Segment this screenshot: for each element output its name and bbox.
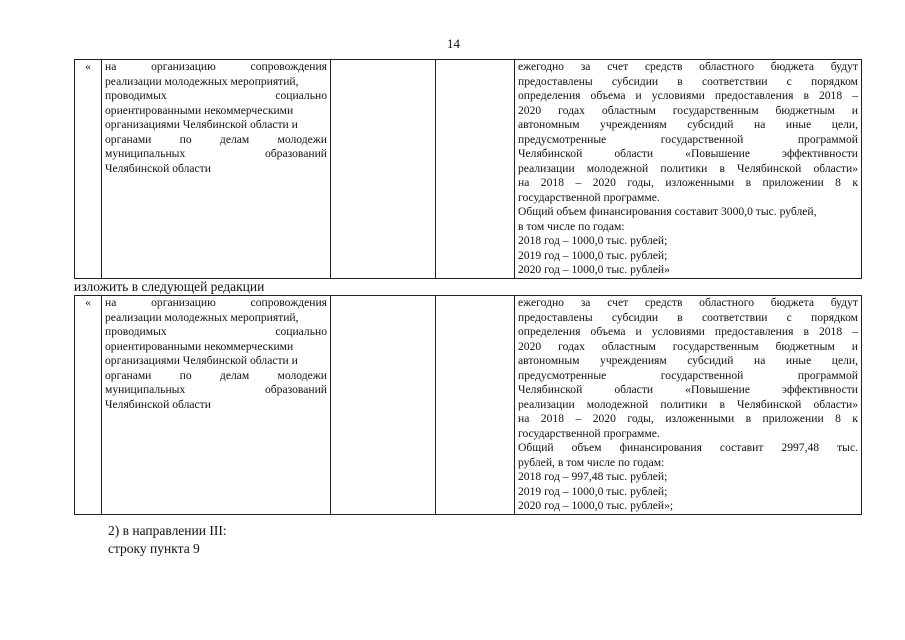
list-item: строку пункта 9 — [108, 541, 200, 556]
quote-mark-cell: « — [75, 296, 102, 515]
text-line: реализации молодежной политики в Челябинской области» — [518, 397, 858, 411]
text-line: организациями Челябинской области и — [105, 354, 298, 367]
text-line: рублей, в том числе по годам: — [518, 455, 665, 469]
text-line: 2020 год – 1000,0 тыс. рублей» — [518, 263, 670, 276]
description-cell — [515, 296, 862, 515]
text-line: в том числе по годам: — [518, 219, 625, 233]
text-line: Челябинской области — [105, 397, 211, 411]
empty-cell — [436, 60, 515, 279]
text-line: государственной программе. — [518, 190, 660, 204]
text-line: Челябинской области «Повышение эффективности — [518, 147, 858, 160]
table-row — [75, 296, 862, 515]
description-cell — [515, 60, 862, 279]
page-number: 14 — [447, 36, 460, 51]
text-line: государственной программе. — [518, 426, 660, 440]
text-line: Челябинской области «Повышение эффективности — [518, 383, 858, 396]
text-line: 2020 годах областным государственным бюджетным и — [518, 339, 858, 353]
table-row — [75, 60, 862, 279]
text-line: ориентированными некоммерческими — [105, 103, 294, 117]
text-line: Челябинской области — [105, 161, 211, 175]
quote-mark-cell: « — [75, 60, 102, 279]
text-line: Общий объем финансирования составит 2997,48 тыс. — [518, 441, 858, 454]
text-line: на 2018 – 2020 годы, изложенными в приложении 8 к — [518, 412, 858, 425]
table-current-wording — [74, 59, 862, 279]
text-line: автономным учреждениям субсидий на иные цели, — [518, 354, 858, 367]
text-line: определения объема и условиями предоставления в 2018 – — [518, 89, 858, 102]
text-line: ориентированными некоммерческими — [105, 339, 294, 353]
text-line: 2019 год – 1000,0 тыс. рублей; — [518, 248, 668, 262]
table-new-wording — [74, 295, 862, 515]
text-line: муниципальных образований — [105, 383, 327, 396]
list-item: 2) в направлении III: — [108, 523, 227, 538]
measure-name-cell — [102, 60, 331, 279]
text-line: реализации молодежных мероприятий, — [105, 74, 299, 88]
text-line: ежегодно за счет средств областного бюджета будут — [518, 60, 858, 73]
text-line: 2020 год – 1000,0 тыс. рублей»; — [518, 499, 674, 512]
text-line: муниципальных образований — [105, 147, 327, 160]
empty-cell — [331, 296, 436, 515]
text-line: организациями Челябинской области и — [105, 118, 298, 131]
text-line: предусмотренные государственной программой — [518, 132, 858, 146]
empty-cell — [436, 296, 515, 515]
text-line: предоставлены субсидии в соответствии с порядком — [518, 74, 858, 88]
text-line: органами по делам молодежи — [105, 132, 327, 146]
text-line: 2019 год – 1000,0 тыс. рублей; — [518, 484, 668, 498]
text-line: на организацию сопровождения — [105, 296, 327, 309]
text-line: автономным учреждениям субсидий на иные цели, — [518, 118, 858, 131]
text-line: ежегодно за счет средств областного бюджета будут — [518, 296, 858, 309]
text-line: 2018 год – 1000,0 тыс. рублей; — [518, 234, 668, 247]
text-line: на организацию сопровождения — [105, 60, 327, 73]
instruction-phrase: изложить в следующей редакции — [74, 279, 265, 294]
text-line: органами по делам молодежи — [105, 368, 327, 382]
text-line: на 2018 – 2020 годы, изложенными в приложении 8 к — [518, 176, 858, 189]
text-line: реализации молодежных мероприятий, — [105, 310, 299, 324]
text-line: предоставлены субсидии в соответствии с порядком — [518, 310, 858, 324]
text-line: реализации молодежной политики в Челябинской области» — [518, 161, 858, 175]
text-line: 2020 годах областным государственным бюджетным и — [518, 103, 858, 117]
measure-name-cell — [102, 296, 331, 515]
text-line: определения объема и условиями предоставления в 2018 – — [518, 325, 858, 338]
empty-cell — [331, 60, 436, 279]
text-line: предусмотренные государственной программой — [518, 368, 858, 382]
text-line: проводимых социально — [105, 325, 327, 338]
text-line: Общий объем финансирования составит 3000,0 тыс. рублей, — [518, 205, 817, 218]
text-line: проводимых социально — [105, 89, 327, 102]
text-line: 2018 год – 997,48 тыс. рублей; — [518, 470, 668, 483]
